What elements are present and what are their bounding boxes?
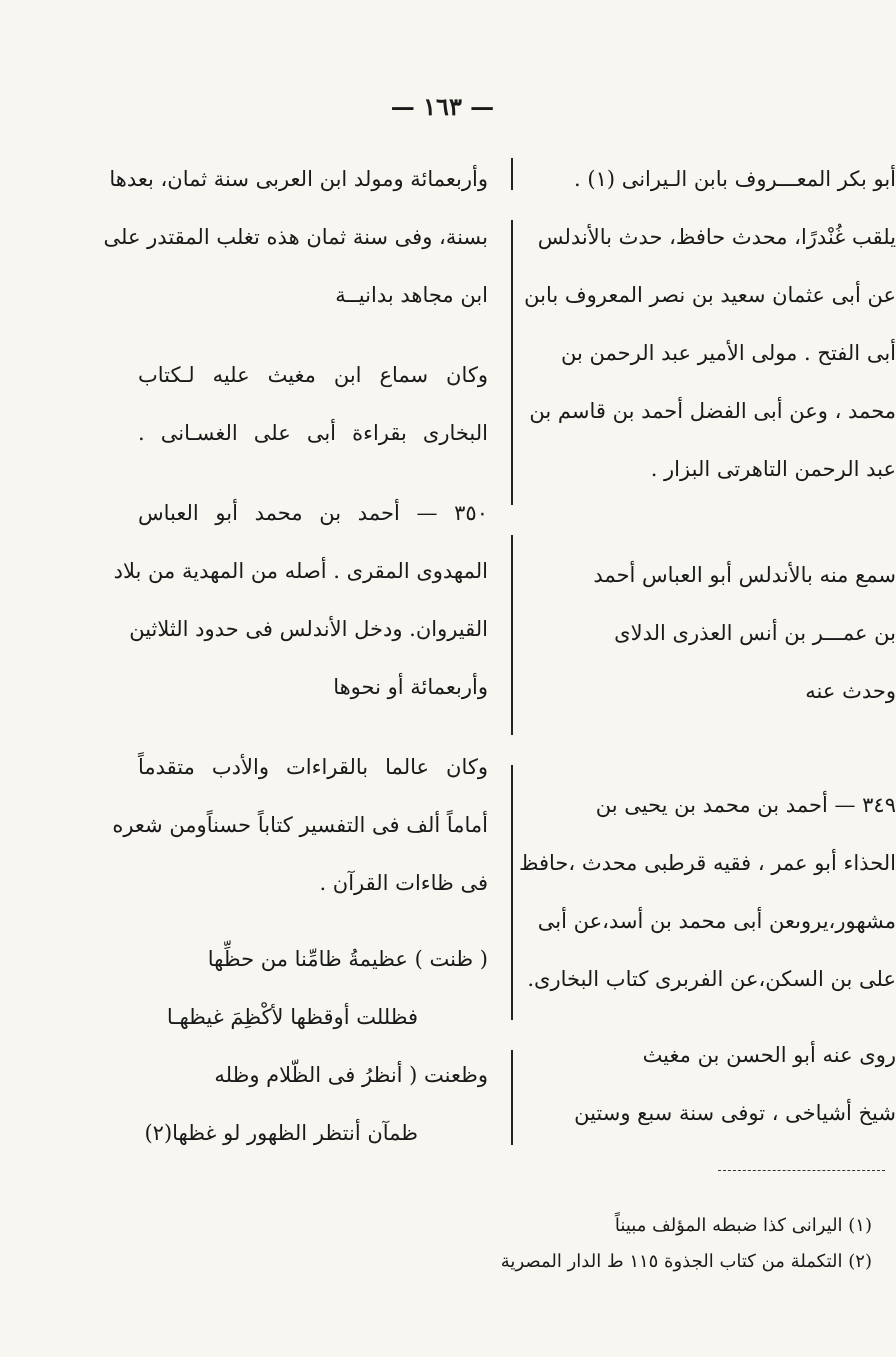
text-line: ٣٥٠ — أحمد بن محمد أبو العباس xyxy=(138,501,488,525)
footnote-separator xyxy=(718,1170,885,1171)
text-line: شيخ أشياخى ، توفى سنة سبع وستين xyxy=(574,1101,896,1125)
text-line: روى عنه أبو الحسن بن مغيث xyxy=(642,1043,896,1067)
text-line: ٣٤٩ — أحمد بن محمد بن يحيى بن xyxy=(595,793,896,817)
text-line: محمد ، وعن أبى الفضل أحمد بن قاسم بن xyxy=(529,399,896,423)
paragraph xyxy=(103,150,488,324)
poem xyxy=(138,930,488,1162)
verse-line: وظعنت ( أنظرُ فى الظّلام وظله xyxy=(214,1063,488,1087)
verse-line: فظللت أوقظها لأكْظِمَ غيظهـا xyxy=(166,1005,418,1029)
text-line: أماماً ألف فى التفسير كتاباً حسناًومن شعره xyxy=(112,813,488,837)
page-number: — ١٦٣ — xyxy=(390,92,495,121)
footnote: (٢) التكملة من كتاب الجذوة ١١٥ ط الدار المصرية xyxy=(500,1251,872,1272)
text-line: الحذاء أبو عمر ، فقيه قرطبى محدث ،حافظ xyxy=(519,851,896,875)
paragraph xyxy=(112,738,488,912)
text-line: فى ظاءات القرآن . xyxy=(319,871,488,895)
paragraph xyxy=(516,1026,896,1142)
verse-line: ( ظنت ) عظيمةُ ظامِّنا من حظِّها xyxy=(207,947,488,971)
paragraph xyxy=(516,150,896,498)
text-line: البخارى بقراءة أبى على الغسـانى . xyxy=(138,421,488,445)
text-line: يلقب غُنْدرًا، محدث حافظ، حدث بالأندلس xyxy=(537,225,896,249)
paragraph xyxy=(516,776,896,1008)
text-line: عن أبى عثمان سعيد بن نصر المعروف بابن xyxy=(524,283,896,307)
verse-line: ظمآن أنتظر الظهور لو غظها(٢) xyxy=(144,1121,418,1145)
text-line: سمع منه بالأندلس أبو العباس أحمد xyxy=(593,563,896,587)
footnote: (١) اليرانى كذا ضبطه المؤلف مبيناً xyxy=(614,1215,872,1236)
text-line: عبد الرحمن التاهرتى البزار . xyxy=(650,457,896,481)
text-line: بن عمـــر بن أنس العذرى الدلاى xyxy=(614,621,896,645)
text-line: وكان عالما بالقراءات والأدب متقدماً xyxy=(138,755,488,779)
text-line: أبى الفتح . مولى الأمير عبد الرحمن بن xyxy=(561,341,896,365)
footnotes xyxy=(440,1208,872,1280)
right-column xyxy=(516,150,896,1142)
text-line: القيروان. ودخل الأندلس فى حدود الثلاثين xyxy=(129,617,488,641)
text-line: ابن مجاهد بدانيــة xyxy=(335,283,488,307)
text-line: وحدث عنه xyxy=(805,679,896,703)
paragraph xyxy=(138,346,488,462)
text-line: بسنة، وفى سنة ثمان هذه تغلب المقتدر على xyxy=(103,225,488,249)
text-line: أبو بكر المعـــروف بابن الـيرانى (١) . xyxy=(574,167,896,191)
text-line: مشهور،يروىعن أبى محمد بن أسد،عن أبى xyxy=(537,909,896,933)
text-line: وأربعمائة أو نحوها xyxy=(333,675,488,699)
text-line: المهدوى المقرى . أصله من المهدية من بلاد xyxy=(113,559,488,583)
paragraph xyxy=(113,484,488,716)
left-column xyxy=(103,150,488,1162)
column-divider xyxy=(511,158,513,1145)
paragraph xyxy=(516,546,896,720)
text-line: على بن السكن،عن الفربرى كتاب البخارى. xyxy=(527,967,896,991)
text-line: وكان سماع ابن مغيث عليه لـكتاب xyxy=(138,363,488,387)
text-line: وأربعمائة ومولد ابن العربى سنة ثمان، بعدها xyxy=(109,167,488,191)
